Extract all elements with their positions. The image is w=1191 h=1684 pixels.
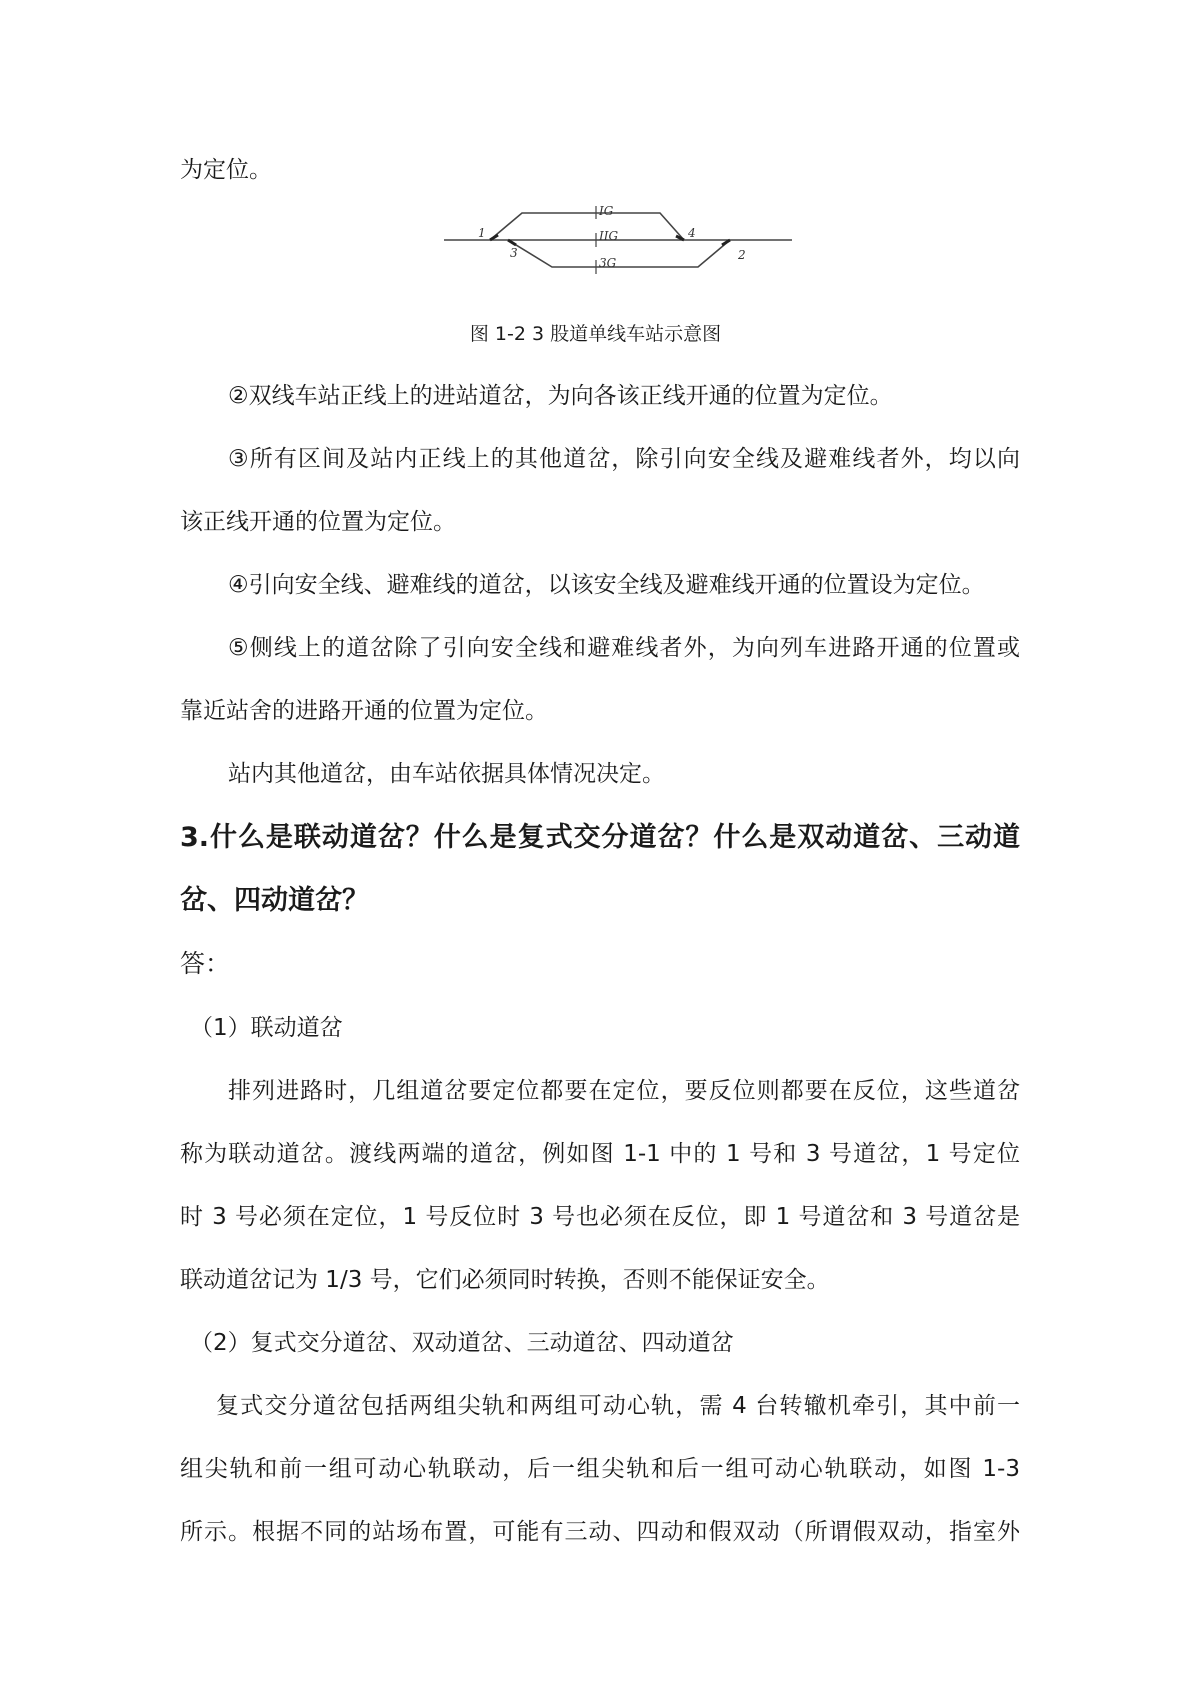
switch-label-3: 3 — [510, 246, 518, 260]
paragraph-line: ⑤侧线上的道岔除了引向安全线和避难线者外，为向列车进路开通的位置或 — [228, 635, 1020, 661]
track-label-iig: IIG — [599, 229, 619, 243]
paragraph-line: ③所有区间及站内正线上的其他道岔，除引向安全线及避难线者外，均以向 — [228, 446, 1020, 472]
section-heading: 3.什么是联动道岔？什么是复式交分道岔？什么是双动道岔、三动道 — [180, 822, 1020, 853]
switch-label-2: 2 — [738, 248, 746, 262]
paragraph-line: 为定位。 — [180, 157, 272, 183]
section-heading-continued: 岔、四动道岔？ — [180, 885, 369, 916]
figure-caption: 图 1-2 3 股道单线车站示意图 — [469, 323, 722, 345]
paragraph-line: 靠近站舍的进路开通的位置为定位。 — [180, 698, 548, 724]
paragraph-line: 站内其他道岔，由车站依据具体情况决定。 — [228, 761, 665, 787]
answer-label: 答： — [180, 949, 231, 978]
paragraph-line: 排列进路时，几组道岔要定位都要在定位，要反位则都要在反位，这些道岔 — [228, 1078, 1020, 1104]
paragraph-line: 复式交分道岔包括两组尖轨和两组可动心轨，需 4 台转辙机牵引，其中前一 — [216, 1393, 1020, 1419]
paragraph-line: 该正线开通的位置为定位。 — [180, 509, 456, 535]
paragraph-line: 时 3 号必须在定位，1 号反位时 3 号也必须在反位，即 1 号道岔和 3 号道岔是 — [180, 1204, 1020, 1230]
paragraph-line: 联动道岔记为 1/3 号，它们必须同时转换，否则不能保证安全。 — [180, 1267, 830, 1293]
paragraph-line: ②双线车站正线上的进站道岔，为向各该正线开通的位置为定位。 — [228, 383, 893, 409]
switch-label-4: 4 — [688, 226, 696, 240]
paragraph-line: ④引向安全线、避难线的道岔，以该安全线及避难线开通的位置设为定位。 — [228, 572, 985, 598]
paragraph-line: 组尖轨和前一组可动心轨联动，后一组尖轨和后一组可动心轨联动，如图 1-3 — [180, 1456, 1020, 1482]
subsection-title: （1）联动道岔 — [190, 1015, 343, 1041]
track-label-3g: 3G — [599, 256, 617, 270]
station-track-diagram — [440, 205, 800, 295]
subsection-title: （2）复式交分道岔、双动道岔、三动道岔、四动道岔 — [190, 1330, 734, 1356]
track-ig — [490, 213, 684, 240]
track-label-ig: IG — [599, 205, 614, 218]
paragraph-line: 称为联动道岔。渡线两端的道岔，例如图 1-1 中的 1 号和 3 号道岔，1 号定位 — [180, 1141, 1020, 1167]
switch-label-1: 1 — [478, 226, 486, 240]
paragraph-line: 所示。根据不同的站场布置，可能有三动、四动和假双动（所谓假双动，指室外 — [180, 1519, 1020, 1545]
track-3g — [508, 240, 730, 267]
